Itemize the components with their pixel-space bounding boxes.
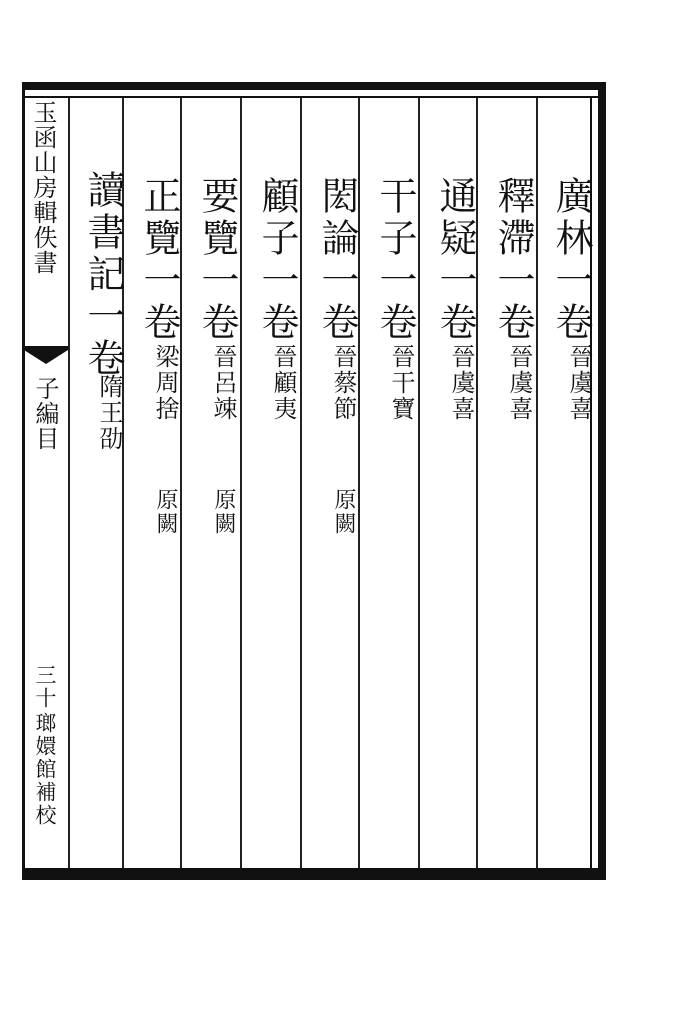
margin-page-number: 三十 xyxy=(33,664,57,710)
right-border xyxy=(598,82,606,880)
margin-book-title: 玉函山房輯佚書 xyxy=(29,100,57,275)
margin-publisher-note: 瑯嬛館補校 xyxy=(33,712,57,827)
entry-title: 顧子一卷 xyxy=(255,176,299,344)
margin-section: 子編目 xyxy=(31,376,59,451)
fishtail-mark-icon xyxy=(24,346,68,366)
entry-title: 要覽一卷 xyxy=(195,176,239,344)
entry-title: 廣林一卷 xyxy=(549,176,593,344)
entry-author: 晉虞喜 xyxy=(565,344,593,422)
entry-author: 晉顧夷 xyxy=(269,344,297,422)
entry-note: 原闕 xyxy=(153,488,178,536)
entry-title: 正覽一卷 xyxy=(137,176,181,344)
top-border xyxy=(22,82,606,90)
entry-title: 閎論一卷 xyxy=(315,176,359,344)
entry-note: 原闕 xyxy=(211,488,236,536)
entry-author: 梁周捨 xyxy=(151,344,179,422)
entry-title: 釋滯一卷 xyxy=(491,176,535,344)
entry-title: 干子一卷 xyxy=(373,176,417,344)
entry-author: 晉呂竦 xyxy=(209,344,237,422)
entry-title: 通疑一卷 xyxy=(433,176,477,344)
top-inner-border xyxy=(22,96,606,98)
entry-author: 晉虞喜 xyxy=(447,344,475,422)
entry-author: 晉干寶 xyxy=(387,344,415,422)
entry-author: 晉虞喜 xyxy=(505,344,533,422)
entry-author: 晉蔡節 xyxy=(329,344,357,422)
left-border xyxy=(22,82,25,880)
entry-title: 讀書記一卷 xyxy=(81,170,125,380)
entry-author: 隋王劭 xyxy=(95,374,123,452)
entry-note: 原闕 xyxy=(331,488,356,536)
bottom-border xyxy=(22,868,606,880)
margin-divider xyxy=(68,98,70,868)
